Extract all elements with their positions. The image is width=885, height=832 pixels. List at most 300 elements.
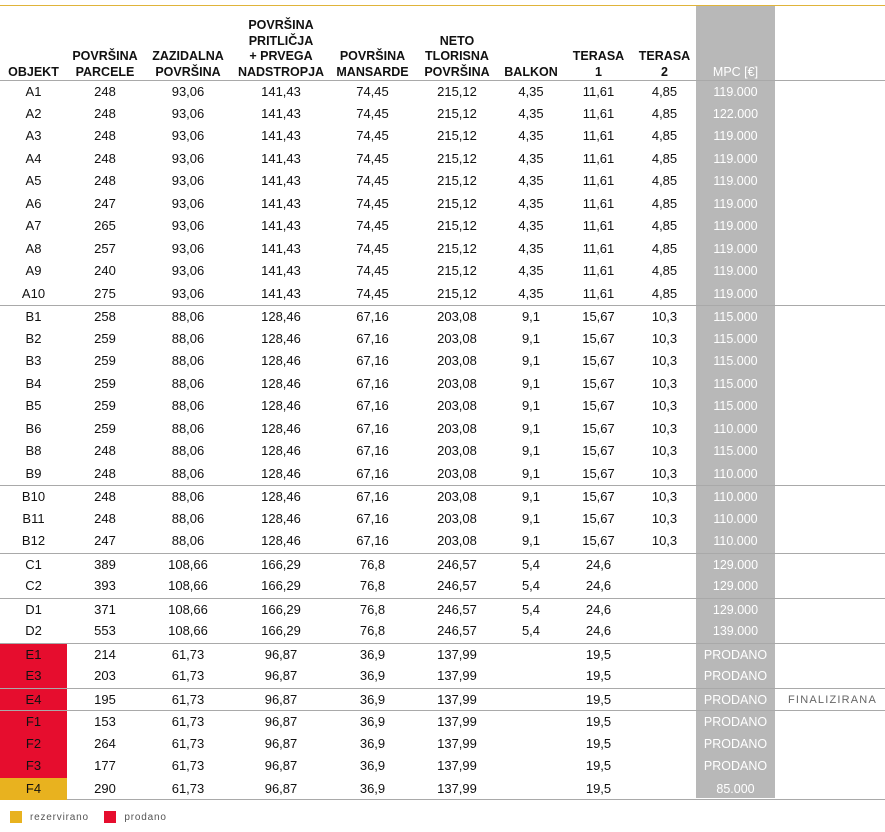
cell-balkon <box>498 711 564 734</box>
cell-parcela: 290 <box>94 780 116 796</box>
cell-zazidalna: 61,73 <box>171 691 205 707</box>
cell-zazidalna: 93,06 <box>171 173 205 188</box>
cell-neto: 203,08 <box>437 420 477 436</box>
cell-objekt: E1 <box>0 644 67 667</box>
cell-terasa-1: 11,61 <box>582 263 615 278</box>
legend-sold-label: prodano <box>124 811 167 823</box>
cell-neto: 203,08 <box>437 330 477 346</box>
cell-pritlicje: 128,46 <box>261 375 301 391</box>
cell-mansarda: 74,45 <box>356 263 389 278</box>
cell-pritlicje: 96,87 <box>264 646 298 662</box>
cell-parcela: 248 <box>94 105 116 121</box>
cell-zazidalna: 93,06 <box>171 105 205 121</box>
cell-terasa-1: 15,67 <box>582 510 615 526</box>
cell-neto: 246,57 <box>437 601 477 617</box>
cell-zazidalna: 88,06 <box>171 375 205 391</box>
cell-neto: 246,57 <box>437 623 477 638</box>
header-mpc: MPC [€] <box>712 64 759 79</box>
cell-balkon: 4,35 <box>518 195 544 211</box>
cell-mpc: 122.000 <box>712 106 759 121</box>
cell-objekt: F1 <box>0 711 67 734</box>
legend-item-sold <box>104 811 166 823</box>
table-row <box>0 485 885 508</box>
table-row <box>0 260 885 283</box>
cell-terasa-2: 4,85 <box>651 263 678 278</box>
cell-mansarda: 74,45 <box>356 128 389 143</box>
cell-pritlicje: 96,87 <box>264 758 298 773</box>
cell-mansarda: 67,16 <box>356 533 389 548</box>
cell-objekt: A10 <box>21 285 46 301</box>
cell-zazidalna: 88,06 <box>171 309 205 324</box>
cell-terasa-2 <box>633 733 696 756</box>
cell-objekt: B1 <box>25 309 42 324</box>
table-row <box>0 328 885 351</box>
cell-mansarda: 36,9 <box>359 758 386 773</box>
cell-pritlicje: 166,29 <box>261 556 301 572</box>
cell-mpc: 119.000 <box>713 85 758 99</box>
cell-mansarda: 74,45 <box>356 173 389 188</box>
cell-mpc: 119.000 <box>713 129 758 143</box>
cell-terasa-1: 19,5 <box>585 668 612 683</box>
cell-objekt: A6 <box>25 195 42 211</box>
cell-balkon: 4,35 <box>518 240 544 256</box>
table-row <box>0 688 885 711</box>
cell-terasa-2: 4,85 <box>651 240 678 256</box>
cell-objekt: B2 <box>25 330 42 346</box>
cell-parcela: 177 <box>94 758 116 773</box>
cell-objekt: A5 <box>25 173 42 188</box>
cell-zazidalna: 93,06 <box>171 150 205 166</box>
cell-mpc: 115.000 <box>713 310 758 324</box>
cell-terasa-1: 15,67 <box>582 489 615 504</box>
cell-mansarda: 74,45 <box>356 240 389 256</box>
table-row <box>0 103 885 126</box>
table-row <box>0 193 885 216</box>
cell-balkon: 9,1 <box>521 398 541 413</box>
cell-parcela: 259 <box>94 398 116 413</box>
cell-pritlicje: 96,87 <box>264 691 298 707</box>
cell-objekt: A9 <box>25 263 42 278</box>
cell-neto: 215,12 <box>437 105 477 121</box>
cell-mpc: 110.000 <box>713 466 758 481</box>
cell-balkon: 4,35 <box>518 128 544 143</box>
cell-parcela: 371 <box>94 601 116 617</box>
cell-mpc: PRODANO <box>703 715 768 729</box>
cell-parcela: 393 <box>94 578 116 593</box>
table-body <box>0 80 885 800</box>
cell-terasa-2: 4,85 <box>651 150 678 166</box>
cell-objekt: B9 <box>25 465 42 481</box>
cell-mpc: 115.000 <box>713 331 758 346</box>
cell-parcela: 203 <box>94 668 116 683</box>
cell-parcela: 257 <box>94 240 116 256</box>
cell-terasa-1: 19,5 <box>585 691 612 707</box>
cell-neto: 137,99 <box>437 780 477 796</box>
cell-parcela: 248 <box>94 510 116 526</box>
cell-objekt: E3 <box>0 665 67 688</box>
table-row <box>0 170 885 193</box>
cell-pritlicje: 128,46 <box>261 398 301 413</box>
cell-parcela: 248 <box>94 128 116 143</box>
cell-pritlicje: 141,43 <box>261 84 301 99</box>
cell-mpc: 115.000 <box>713 444 758 458</box>
cell-terasa-2 <box>633 620 696 643</box>
cell-terasa-2: 4,85 <box>651 128 678 143</box>
cell-neto: 137,99 <box>437 646 477 662</box>
table-row <box>0 373 885 396</box>
cell-parcela: 248 <box>94 465 116 481</box>
table-row <box>0 778 885 801</box>
cell-terasa-1: 19,5 <box>585 758 612 773</box>
cell-parcela: 248 <box>94 443 116 458</box>
cell-balkon: 9,1 <box>521 489 541 504</box>
reserved-swatch <box>10 811 22 823</box>
cell-mpc: 119.000 <box>713 241 758 256</box>
cell-objekt: B5 <box>25 398 42 413</box>
cell-neto: 203,08 <box>437 510 477 526</box>
cell-parcela: 248 <box>94 150 116 166</box>
table-row <box>0 620 885 643</box>
cell-mansarda: 67,16 <box>356 465 389 481</box>
cell-parcela: 275 <box>94 285 116 301</box>
cell-balkon: 9,1 <box>521 510 541 526</box>
cell-objekt: B4 <box>25 375 42 391</box>
cell-neto: 203,08 <box>437 443 477 458</box>
cell-zazidalna: 61,73 <box>171 780 205 796</box>
cell-balkon: 4,35 <box>518 263 544 278</box>
cell-mansarda: 36,9 <box>359 714 386 729</box>
cell-balkon: 5,4 <box>521 623 541 638</box>
cell-terasa-1: 15,67 <box>582 398 615 413</box>
cell-zazidalna: 88,06 <box>171 489 205 504</box>
cell-parcela: 247 <box>94 195 116 211</box>
cell-mansarda: 67,16 <box>356 420 389 436</box>
cell-objekt: E4 <box>0 689 67 712</box>
cell-neto: 215,12 <box>437 218 477 233</box>
cell-pritlicje: 166,29 <box>261 623 301 638</box>
cell-neto: 203,08 <box>437 309 477 324</box>
cell-parcela: 389 <box>94 556 116 572</box>
cell-mansarda: 74,45 <box>356 195 389 211</box>
cell-terasa-2 <box>633 755 696 778</box>
cell-mpc: 119.000 <box>713 151 758 166</box>
cell-balkon: 4,35 <box>518 150 544 166</box>
legend <box>10 811 179 825</box>
cell-balkon <box>498 733 564 756</box>
cell-mansarda: 36,9 <box>359 691 386 707</box>
cell-mpc: 110.000 <box>713 511 758 526</box>
cell-parcela: 259 <box>94 330 116 346</box>
cell-terasa-2: 4,85 <box>651 195 678 211</box>
cell-terasa-2: 10,3 <box>651 420 678 436</box>
legend-reserved-label: rezervirano <box>30 811 89 823</box>
cell-zazidalna: 93,06 <box>171 84 205 99</box>
cell-mpc: 129.000 <box>712 579 759 593</box>
cell-terasa-2: 10,3 <box>651 375 678 391</box>
cell-parcela: 248 <box>94 173 116 188</box>
cell-objekt: B10 <box>21 489 46 504</box>
cell-balkon: 9,1 <box>521 353 541 368</box>
cell-pritlicje: 128,46 <box>261 330 301 346</box>
cell-zazidalna: 88,06 <box>171 420 205 436</box>
table-row <box>0 575 885 598</box>
cell-terasa-1: 15,67 <box>582 309 615 324</box>
cell-mansarda: 36,9 <box>359 668 386 683</box>
cell-terasa-1: 15,67 <box>582 353 615 368</box>
cell-pritlicje: 141,43 <box>261 218 301 233</box>
cell-terasa-1: 11,61 <box>582 173 615 188</box>
cell-terasa-2 <box>633 711 696 734</box>
cell-pritlicje: 166,29 <box>261 578 301 593</box>
cell-zazidalna: 93,06 <box>171 128 205 143</box>
cell-balkon <box>498 665 564 688</box>
cell-objekt: D2 <box>25 623 42 638</box>
table-row <box>0 553 885 576</box>
cell-neto: 215,12 <box>437 195 477 211</box>
table-row <box>0 733 885 756</box>
cell-zazidalna: 93,06 <box>171 285 205 301</box>
cell-balkon: 9,1 <box>521 375 541 391</box>
cell-pritlicje: 128,46 <box>261 489 301 504</box>
cell-terasa-2: 4,85 <box>651 285 678 301</box>
cell-balkon: 9,1 <box>521 309 541 324</box>
cell-terasa-2 <box>633 644 696 667</box>
cell-neto: 203,08 <box>437 489 477 504</box>
table-row <box>0 283 885 306</box>
cell-objekt: F2 <box>0 733 67 756</box>
cell-terasa-1: 15,67 <box>582 375 615 391</box>
table-row <box>0 710 885 733</box>
cell-objekt: B11 <box>22 510 45 526</box>
cell-mansarda: 67,16 <box>356 353 389 368</box>
cell-terasa-1: 11,61 <box>582 285 615 301</box>
cell-terasa-1: 19,5 <box>585 735 612 751</box>
cell-objekt: B12 <box>21 533 46 548</box>
cell-mpc: PRODANO <box>703 647 768 662</box>
cell-objekt: F4 <box>0 778 67 801</box>
cell-neto: 137,99 <box>437 758 477 773</box>
cell-terasa-1: 11,61 <box>582 105 615 121</box>
cell-terasa-1: 19,5 <box>585 646 612 662</box>
cell-neto: 246,57 <box>437 556 477 572</box>
cell-zazidalna: 61,73 <box>171 714 205 729</box>
cell-zazidalna: 61,73 <box>171 646 205 662</box>
cell-mpc: 119.000 <box>713 196 758 211</box>
table-row <box>0 148 885 171</box>
cell-pritlicje: 128,46 <box>261 353 301 368</box>
cell-terasa-2: 10,3 <box>651 465 678 481</box>
cell-mansarda: 36,9 <box>359 646 386 662</box>
cell-mpc: 110.000 <box>713 421 758 436</box>
cell-terasa-1: 15,67 <box>582 330 615 346</box>
cell-pritlicje: 128,46 <box>261 533 301 548</box>
cell-terasa-1: 15,67 <box>582 420 615 436</box>
cell-terasa-1: 11,61 <box>582 128 615 143</box>
cell-parcela: 258 <box>94 309 116 324</box>
cell-mpc: 115.000 <box>713 354 758 368</box>
cell-terasa-2: 4,85 <box>651 105 678 121</box>
cell-objekt: F3 <box>0 755 67 778</box>
cell-neto: 137,99 <box>437 668 477 683</box>
cell-pritlicje: 141,43 <box>261 173 301 188</box>
cell-objekt: A4 <box>25 150 42 166</box>
cell-parcela: 195 <box>94 691 116 707</box>
table-row <box>0 238 885 261</box>
header-zazidalna-povrsina: ZAZIDALNA POVRŠINA <box>152 49 224 79</box>
table-row <box>0 508 885 531</box>
cell-neto: 137,99 <box>437 691 477 707</box>
cell-pritlicje: 128,46 <box>261 510 301 526</box>
header-povrsina-mansarde: POVRŠINA MANSARDE <box>336 49 409 79</box>
cell-terasa-2: 10,3 <box>651 510 678 526</box>
cell-parcela: 248 <box>94 84 116 99</box>
cell-parcela: 240 <box>94 263 116 278</box>
cell-parcela: 214 <box>94 646 116 662</box>
table-row <box>0 125 885 148</box>
cell-terasa-2 <box>633 575 696 598</box>
cell-terasa-2 <box>633 599 696 622</box>
cell-terasa-2: 10,3 <box>651 533 678 548</box>
cell-balkon: 5,4 <box>521 601 541 617</box>
cell-zazidalna: 93,06 <box>171 240 205 256</box>
cell-mansarda: 74,45 <box>356 150 389 166</box>
table-row <box>0 440 885 463</box>
cell-zazidalna: 108,66 <box>168 601 208 617</box>
table-row <box>0 418 885 441</box>
cell-neto: 246,57 <box>437 578 477 593</box>
cell-parcela: 553 <box>94 623 116 638</box>
cell-mpc: 115.000 <box>713 399 758 413</box>
table-row <box>0 350 885 373</box>
cell-terasa-1: 19,5 <box>585 780 612 796</box>
cell-mansarda: 67,16 <box>356 330 389 346</box>
cell-zazidalna: 108,66 <box>168 556 208 572</box>
table-header <box>0 6 885 80</box>
cell-terasa-1: 11,61 <box>582 195 615 211</box>
cell-neto: 215,12 <box>437 240 477 256</box>
cell-balkon <box>498 778 564 801</box>
cell-zazidalna: 61,73 <box>171 668 205 683</box>
header-balkon: BALKON <box>504 64 558 79</box>
cell-zazidalna: 93,06 <box>171 195 205 211</box>
sold-swatch <box>104 811 116 823</box>
cell-neto: 215,12 <box>437 84 477 99</box>
cell-neto: 215,12 <box>437 173 477 188</box>
cell-parcela: 259 <box>94 353 116 368</box>
cell-zazidalna: 61,73 <box>171 758 205 773</box>
cell-objekt: D1 <box>25 601 42 617</box>
cell-balkon <box>498 689 564 712</box>
cell-terasa-1: 15,67 <box>582 533 615 548</box>
cell-mpc: 110.000 <box>713 534 758 548</box>
cell-terasa-1: 24,6 <box>585 556 612 572</box>
header-povrsina-parcele: POVRŠINA PARCELE <box>72 49 138 79</box>
table-row <box>0 463 885 486</box>
header-objekt: OBJEKT <box>8 64 59 79</box>
cell-balkon: 9,1 <box>521 443 541 458</box>
cell-balkon: 4,35 <box>518 105 544 121</box>
cell-parcela: 247 <box>94 533 116 548</box>
cell-terasa-2 <box>633 689 696 712</box>
cell-mpc: 119.000 <box>713 174 758 188</box>
cell-parcela: 264 <box>94 735 116 751</box>
cell-parcela: 153 <box>94 714 116 729</box>
cell-objekt: C2 <box>25 578 42 593</box>
cell-neto: 137,99 <box>437 714 477 729</box>
cell-balkon: 5,4 <box>521 578 541 593</box>
cell-terasa-1: 24,6 <box>585 601 612 617</box>
cell-pritlicje: 96,87 <box>264 780 298 796</box>
cell-balkon <box>498 755 564 778</box>
cell-pritlicje: 141,43 <box>261 285 301 301</box>
cell-objekt: A7 <box>25 218 42 233</box>
cell-terasa-2 <box>633 778 696 801</box>
cell-balkon: 5,4 <box>521 556 541 572</box>
cell-balkon <box>498 644 564 667</box>
cell-zazidalna: 93,06 <box>171 218 205 233</box>
cell-terasa-2 <box>633 554 696 577</box>
cell-objekt: A8 <box>25 240 42 256</box>
cell-pritlicje: 141,43 <box>261 240 301 256</box>
cell-zazidalna: 88,06 <box>171 510 205 526</box>
cell-terasa-1: 24,6 <box>585 578 612 593</box>
cell-neto: 203,08 <box>437 375 477 391</box>
cell-mansarda: 67,16 <box>356 375 389 391</box>
cell-objekt: B6 <box>25 420 42 436</box>
cell-mansarda: 67,16 <box>356 309 389 324</box>
table-row <box>0 215 885 238</box>
cell-objekt: B3 <box>25 353 42 368</box>
cell-terasa-2: 4,85 <box>651 84 678 99</box>
cell-zazidalna: 88,06 <box>171 533 205 548</box>
cell-mpc: PRODANO <box>703 669 768 683</box>
cell-objekt: A2 <box>25 105 42 121</box>
cell-mpc: 119.000 <box>713 286 758 301</box>
cell-terasa-1: 11,61 <box>582 218 615 233</box>
cell-mpc: 119.000 <box>713 219 758 233</box>
cell-mpc: PRODANO <box>703 692 768 707</box>
cell-pritlicje: 128,46 <box>261 443 301 458</box>
cell-terasa-2 <box>633 665 696 688</box>
cell-mansarda: 67,16 <box>356 489 389 504</box>
table-row <box>0 305 885 328</box>
cell-mansarda: 76,8 <box>359 556 386 572</box>
cell-terasa-2: 10,3 <box>651 443 678 458</box>
cell-neto: 137,99 <box>437 735 477 751</box>
header-terasa-2: TERASA 2 <box>638 49 691 79</box>
cell-balkon: 4,35 <box>518 173 544 188</box>
cell-zazidalna: 88,06 <box>171 465 205 481</box>
cell-mpc: 139.000 <box>712 624 759 638</box>
cell-pritlicje: 128,46 <box>261 309 301 324</box>
cell-neto: 203,08 <box>437 353 477 368</box>
table-row <box>0 530 885 553</box>
cell-pritlicje: 96,87 <box>264 735 298 751</box>
cell-terasa-1: 24,6 <box>585 623 612 638</box>
cell-neto: 203,08 <box>437 533 477 548</box>
cell-mansarda: 74,45 <box>356 84 389 99</box>
cell-terasa-2: 4,85 <box>651 173 678 188</box>
cell-mansarda: 76,8 <box>359 601 386 617</box>
cell-mansarda: 67,16 <box>356 510 389 526</box>
cell-terasa-2: 10,3 <box>651 489 678 504</box>
header-neto-tlorisna-povrsina: NETO TLORISNA POVRŠINA <box>424 33 490 79</box>
cell-balkon: 4,35 <box>518 285 544 301</box>
cell-zazidalna: 88,06 <box>171 353 205 368</box>
cell-zazidalna: 61,73 <box>171 735 205 751</box>
cell-balkon: 9,1 <box>521 533 541 548</box>
cell-pritlicje: 141,43 <box>261 195 301 211</box>
